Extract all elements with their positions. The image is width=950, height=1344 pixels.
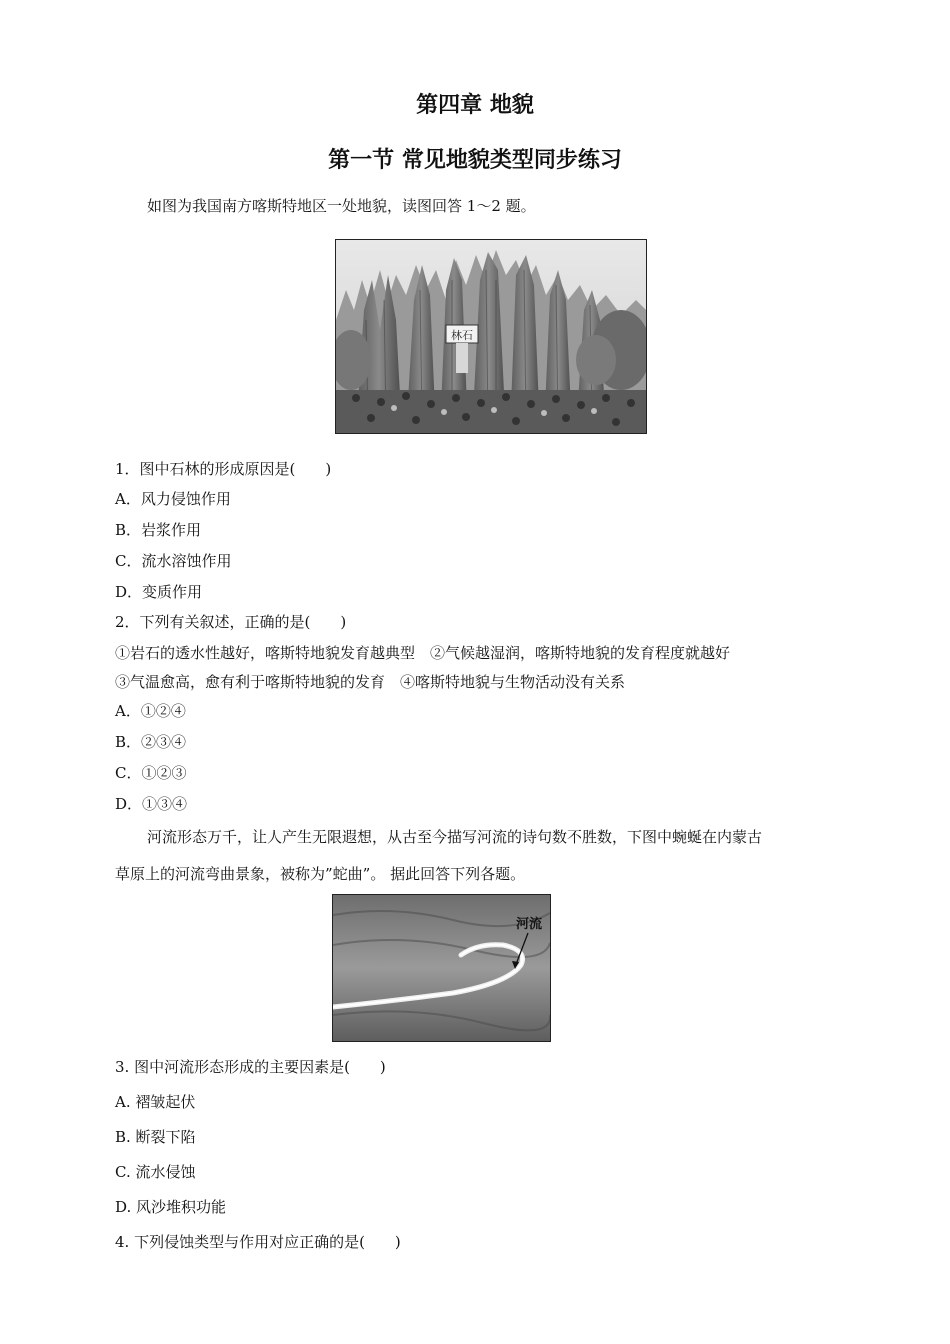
question-1-option-c: C．流水溶蚀作用 (115, 552, 232, 570)
intro-paragraph-2-line-2: 草原上的河流弯曲景象，被称为”蛇曲”。 据此回答下列各题。 (115, 865, 526, 883)
question-1-option-b: B．岩浆作用 (115, 521, 202, 539)
question-1-option-d: D．变质作用 (115, 583, 203, 601)
stone-forest-sign: 林石 (451, 329, 473, 342)
question-2-option-d: D．①③④ (115, 795, 188, 813)
river-label: 河流 (516, 917, 543, 932)
question-3-option-a: A. 褶皱起伏 (115, 1093, 196, 1111)
chapter-title: 第四章 地貌 (416, 92, 534, 118)
question-2-option-c: C．①②③ (115, 764, 187, 782)
question-2-option-b: B．②③④ (115, 733, 187, 751)
intro-paragraph-2-line-1: 河流形态万千，让人产生无限遐想，从古至今描写河流的诗句数不胜数，下图中蜿蜒在内蒙古 (147, 828, 763, 846)
question-3-option-b: B. 断裂下陷 (115, 1128, 196, 1146)
question-1-stem: 1．图中石林的形成原因是( ) (115, 460, 332, 478)
question-2-stem: 2．下列有关叙述，正确的是( ) (115, 613, 347, 631)
section-title: 第一节 常见地貌类型同步练习 (328, 147, 622, 173)
question-2-statement-2: ③气温愈高，愈有利于喀斯特地貌的发育 ④喀斯特地貌与生物活动没有关系 (115, 673, 626, 691)
question-3-option-d: D. 风沙堆积功能 (115, 1198, 227, 1216)
intro-paragraph-1: 如图为我国南方喀斯特地区一处地貌，读图回答 1～2 题。 (147, 197, 536, 215)
question-3-stem: 3. 图中河流形态形成的主要因素是( ) (115, 1058, 386, 1076)
question-4-stem: 4. 下列侵蚀类型与作用对应正确的是( ) (115, 1233, 401, 1251)
meandering-river-photo (332, 894, 551, 1042)
question-3-option-c: C. 流水侵蚀 (115, 1163, 196, 1181)
stone-forest-photo (335, 239, 647, 434)
question-1-option-a: A．风力侵蚀作用 (115, 490, 231, 508)
question-2-option-a: A．①②④ (115, 702, 186, 720)
question-2-statement-1: ①岩石的透水性越好，喀斯特地貌发育越典型 ②气候越湿润，喀斯特地貌的发育程度就越好 (115, 644, 731, 662)
